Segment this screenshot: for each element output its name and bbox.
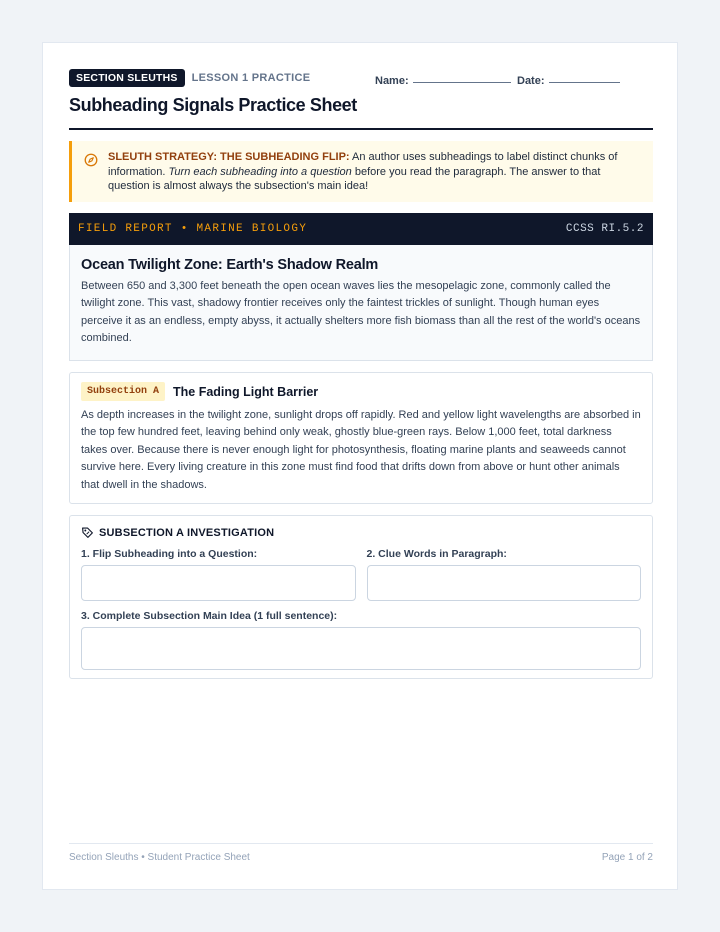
date-label: Date: xyxy=(517,75,545,87)
name-line[interactable] xyxy=(413,82,511,83)
investigation-header xyxy=(81,526,641,539)
subsection-header xyxy=(81,382,641,401)
section-badge: SECTION SLEUTHS xyxy=(69,69,185,87)
question-3-answer-box[interactable] xyxy=(81,627,641,670)
date-field[interactable] xyxy=(517,69,620,87)
page-footer xyxy=(69,843,653,863)
field-report-bar xyxy=(69,213,653,245)
subsection-card xyxy=(69,372,653,504)
title-divider xyxy=(69,128,653,130)
date-line[interactable] xyxy=(549,82,620,83)
question-2-answer-box[interactable] xyxy=(367,565,642,601)
question-2 xyxy=(367,548,642,601)
page-number: Page 1 of 2 xyxy=(601,852,653,863)
investigation-title: SUBSECTION A INVESTIGATION xyxy=(99,526,275,539)
question-1 xyxy=(81,548,356,601)
page-content xyxy=(69,69,653,679)
article-title: Ocean Twilight Zone: Earth's Shadow Realm xyxy=(81,257,379,273)
question-1-label: 1. Flip Subheading into a Question: xyxy=(81,548,258,560)
report-category: FIELD REPORT • MARINE BIOLOGY xyxy=(78,223,308,235)
compass-icon xyxy=(84,153,98,167)
report-intro xyxy=(69,245,653,361)
intro-paragraph: Between 650 and 3,300 feet beneath the open ocean waves lies the mesopelagic zone, commonly called the twilight zone. This vast, shadowy frontier receives only the faintest trickles of sunlight. Though human eyes perceive it as an endless, empty abyss, it actually shelters more fish biomass than all the rest of the world's oceans combined. xyxy=(81,280,641,345)
name-label: Name: xyxy=(375,75,409,87)
page-title: Subheading Signals Practice Sheet xyxy=(69,95,357,115)
standard-code: CCSS RI.5.2 xyxy=(565,223,644,235)
subsection-tag: Subsection A xyxy=(81,382,165,401)
question-2-label: 2. Clue Words in Paragraph: xyxy=(366,548,507,560)
strategy-text-before: An author uses subheadings to label distinct chunks of information. xyxy=(108,151,618,178)
lesson-label: LESSON 1 PRACTICE xyxy=(191,72,311,84)
strategy-emphasis: Turn each subheading into a question xyxy=(168,165,352,178)
tag-icon xyxy=(81,526,94,539)
worksheet-page xyxy=(42,42,678,890)
investigation-card xyxy=(69,515,653,679)
name-field[interactable] xyxy=(375,69,511,87)
question-3 xyxy=(81,610,641,670)
strategy-callout xyxy=(69,141,653,202)
footer-left: Section Sleuths • Student Practice Sheet xyxy=(69,852,250,863)
question-3-label: 3. Complete Subsection Main Idea (1 full sentence): xyxy=(81,610,338,622)
strategy-text-after: before you read the paragraph. The answer to that question is almost always the subsection's main idea! xyxy=(108,165,601,192)
question-1-answer-box[interactable] xyxy=(81,565,356,601)
strategy-label: SLEUTH STRATEGY: THE SUBHEADING FLIP: xyxy=(108,151,350,163)
question-row xyxy=(81,548,641,601)
subsection-title: The Fading Light Barrier xyxy=(173,384,319,399)
subsection-paragraph: As depth increases in the twilight zone, sunlight drops off rapidly. Red and yellow light wavelengths are absorbed in the top few hundred feet, leaving behind only weak, ghostly blue-green rays. Below 1,000 feet, total darkness takes over. Because there is never enough light for photosynthesis, floating marine plants and seaweeds cannot survive here. Every living creature in this zone must find food that drifts down from above or hunt other animals that dwell in the shadows. xyxy=(81,409,641,491)
